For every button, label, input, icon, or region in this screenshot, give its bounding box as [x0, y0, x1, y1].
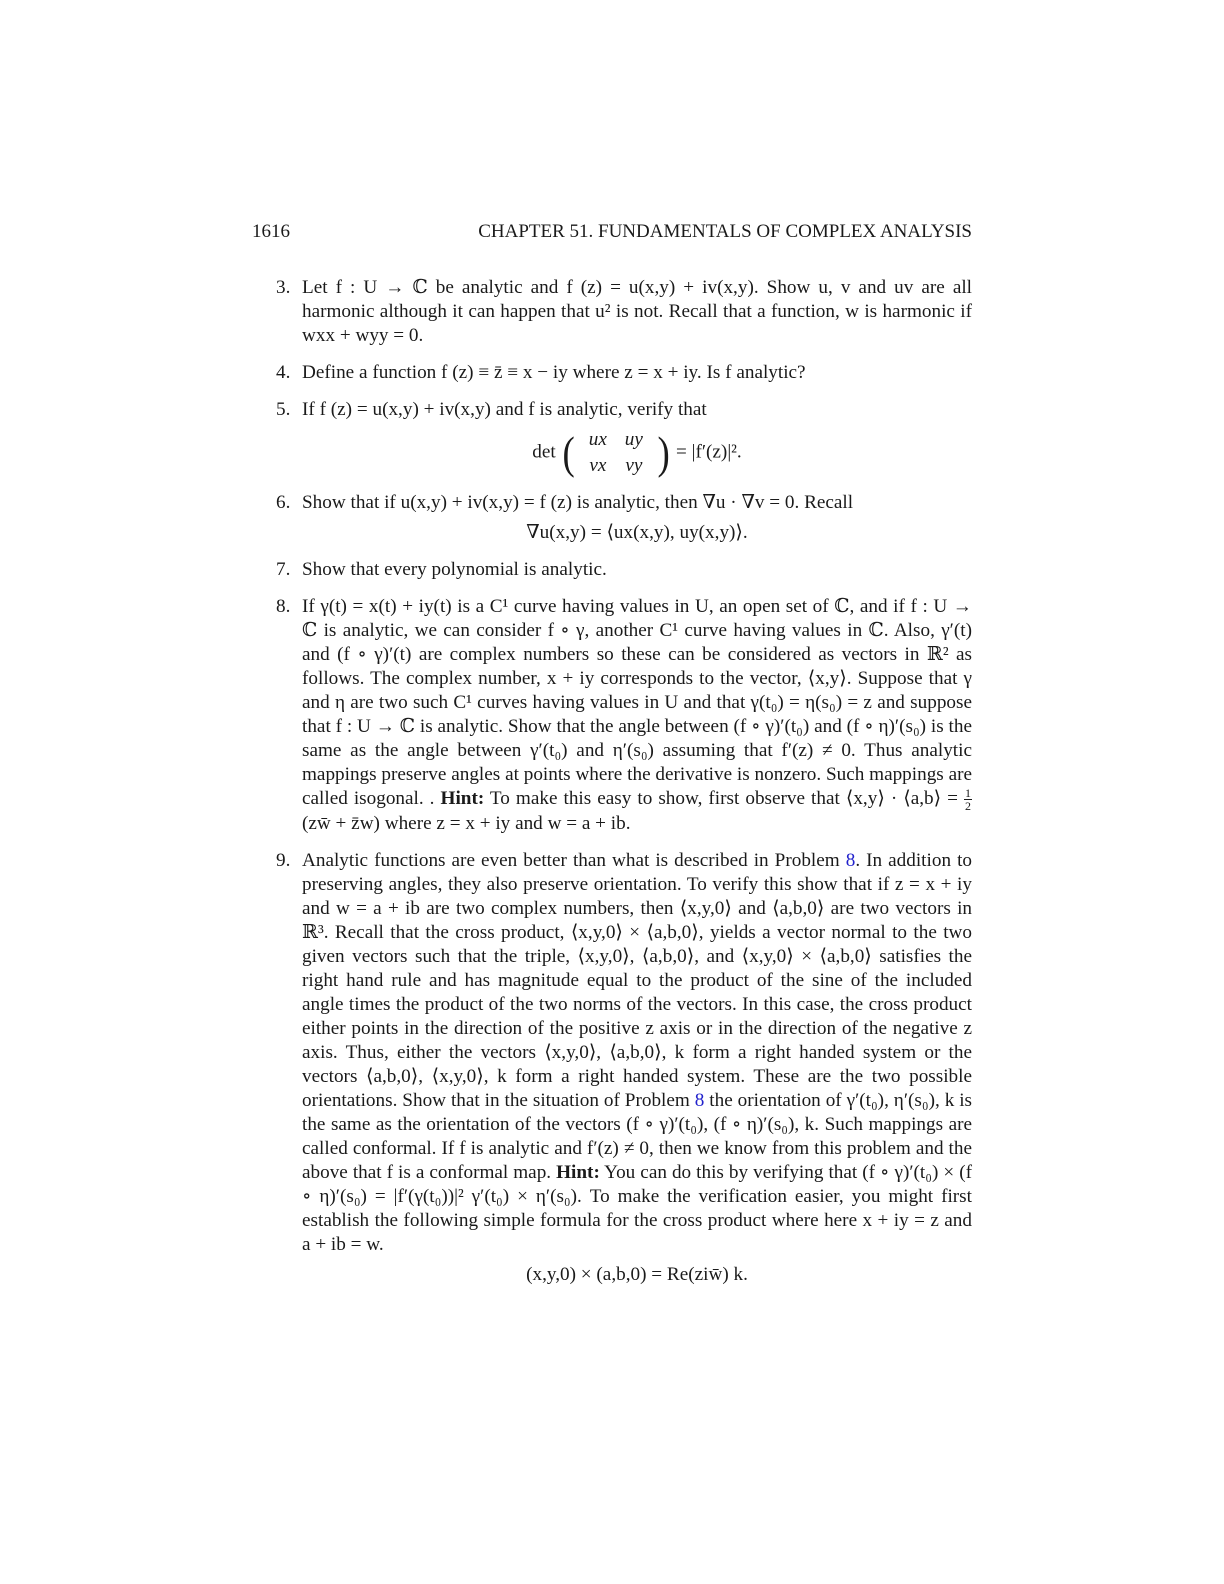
- problem-7: [276, 558, 972, 582]
- problem-text-part: If γ(t) = x(t) + iy(t) is a C¹ curve having values in U, an open set of ℂ, and if f : U → ℂ is analytic, we can consider f ∘ γ, another C¹ curve having values in ℂ. Also, γ′(t) and (f ∘ γ)′(t) are complex numbers so these can be considered as vectors in ℝ² as follows. The complex number, x + iy corresponds to the vector, ⟨x,y⟩. Suppose that γ and η are two such C¹ curves having values in U and that γ(t₀) = η(s₀) = z and suppose that f : U → ℂ is analytic. Show that the angle between (f ∘ γ)′(t₀) and (f ∘ η)′(s₀) is the same as the angle between γ′(t₀) and η′(s₀) assuming that f′(z) ≠ 0. Thus analytic mappings preserve angles at points where the derivative is nonzero. Such mappings are called isogonal. .: [302, 596, 972, 809]
- determinant-rhs: = |f′(z)|².: [675, 441, 742, 463]
- problem-text: Define a function f (z) ≡ z̄ ≡ x − iy where z = x + iy. Is f analytic?: [302, 362, 806, 383]
- hint-label: Hint:: [440, 788, 485, 809]
- display-equation-determinant: [302, 428, 972, 478]
- problem-number: 9.: [276, 850, 291, 872]
- jacobian-matrix: [561, 428, 672, 478]
- problem-number: 3.: [276, 277, 291, 298]
- problem-number: 4.: [276, 362, 291, 383]
- problem-6: [276, 491, 972, 545]
- problem-9: [276, 849, 972, 1287]
- display-equation-cross-product: (x,y,0) × (a,b,0) = Re(ziw̄) k.: [526, 1264, 748, 1286]
- matrix-entry: ux: [588, 429, 607, 450]
- fraction-denominator: 2: [965, 799, 972, 814]
- problem-number: 6.: [276, 492, 291, 513]
- problem-text: Let f : U → ℂ be analytic and f (z) = u(x,y) + iv(x,y). Show u, v and uv are all harmonic although it can happen that u² is not. Recall that a function, w is harmonic if wxx + wyy = 0.: [302, 277, 972, 346]
- right-paren: ): [657, 427, 670, 478]
- fraction-one-half: [964, 787, 972, 812]
- problem-text-part: To make this easy to show, first observe that ⟨x,y⟩ · ⟨a,b⟩ =: [489, 788, 958, 809]
- problem-text-part: (zw̄ + z̄w) where z = x + iy and w = a + ib.: [302, 813, 631, 835]
- exercise-list: [276, 276, 972, 1300]
- matrix-entry: uy: [624, 429, 643, 450]
- problem-text-part: the orientation of γ′(t₀), η′(s₀), k is the same as the orientation of the vectors (f ∘ γ)′(t₀), (f ∘ η)′(s₀), k. Such mappings are called conformal. If f is analytic and f′(z) ≠ 0, then we know from this problem and the above that f is a conformal map.: [302, 1090, 973, 1184]
- problem-text: [302, 595, 972, 836]
- problem-text-part: . In addition to preserving angles, they also preserve orientation. To verify this show that if z = x + iy and w = a + ib are two complex numbers, then ⟨x,y,0⟩ and ⟨a,b,0⟩ are two vectors in ℝ³. Recall that the cross product, ⟨x,y,0⟩ × ⟨a,b,0⟩, yields a vector normal to the two given vectors such that the triple, ⟨x,y,0⟩, ⟨a,b,0⟩, and ⟨x,y,0⟩ × ⟨a,b,0⟩ satisfies the right hand rule and has magnitude equal to the product of the sine of the included angle times the product of the two norms of the vectors. In this case, the cross product either points in the direction of the positive z axis or in the direction of the negative z axis. Thus, either the vectors ⟨x,y,0⟩, ⟨a,b,0⟩, k form a right handed system or the vectors ⟨a,b,0⟩, ⟨x,y,0⟩, k form a right handed system. These are the two possible orientations. Show that in the situation of Problem: [302, 850, 972, 1112]
- matrix-entry: vy: [625, 455, 643, 476]
- problem-4: [276, 361, 972, 385]
- hint-label: Hint:: [556, 1162, 600, 1184]
- problem-text: Show that every polynomial is analytic.: [302, 559, 607, 580]
- problem-number: 5.: [276, 399, 291, 420]
- problem-text: [302, 849, 972, 1257]
- det-operator: det: [532, 441, 556, 463]
- left-paren: (: [562, 427, 575, 478]
- problem-number: 8.: [276, 596, 291, 617]
- problem-text-part: You can do this by verifying that (f ∘ γ)′(t₀) × (f ∘ η)′(s₀) = |f′(γ(t₀))|² γ′(t₀) × η′(s₀). To make the verification easier, you might first establish the following simple formula for the cross product where here x + iy = z and a + ib = w.: [302, 1162, 972, 1256]
- problem-reference-link[interactable]: 8: [845, 850, 856, 872]
- page-number: 1616: [252, 221, 290, 242]
- matrix-entries: [580, 428, 652, 478]
- problem-text: Show that if u(x,y) + iv(x,y) = f (z) is analytic, then ∇u · ∇v = 0. Recall: [302, 492, 854, 513]
- matrix-entry: vx: [589, 455, 607, 476]
- problem-3: [276, 276, 972, 348]
- display-equation-gradient: ∇u(x,y) = ⟨ux(x,y), uy(x,y)⟩.: [526, 522, 748, 543]
- problem-8: [276, 595, 972, 836]
- problem-number: 7.: [276, 559, 291, 580]
- chapter-title: CHAPTER 51. FUNDAMENTALS OF COMPLEX ANALYSIS: [478, 221, 972, 242]
- fraction-numerator: 1: [965, 786, 972, 801]
- problem-text-part: Analytic functions are even better than what is described in Problem: [302, 850, 840, 872]
- problem-reference-link[interactable]: 8: [694, 1090, 705, 1112]
- problem-5: [276, 398, 972, 478]
- problem-text: If f (z) = u(x,y) + iv(x,y) and f is analytic, verify that: [302, 399, 707, 420]
